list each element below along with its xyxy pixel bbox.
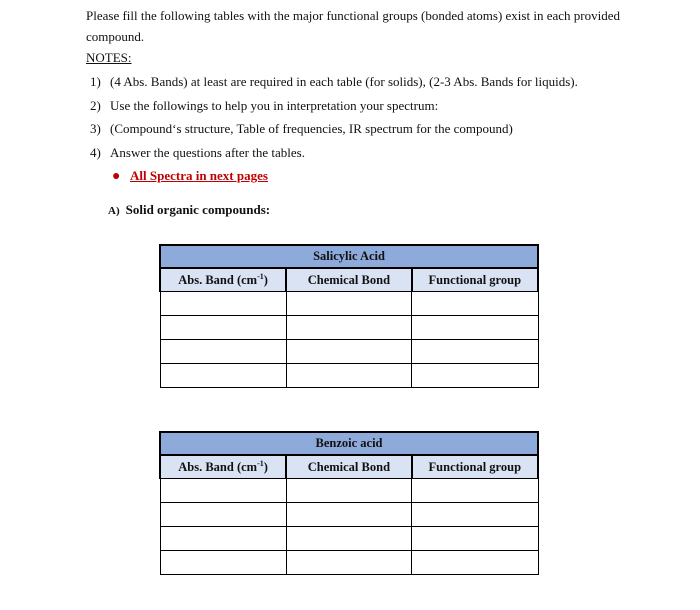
functional-group-cell[interactable] (412, 316, 538, 340)
functional-group-cell[interactable] (412, 479, 538, 503)
chemical-bond-cell[interactable] (286, 479, 411, 503)
benzoic-acid-table (159, 431, 539, 575)
table-row (160, 479, 538, 503)
table-title: Benzoic acid (160, 432, 538, 455)
functional-group-cell[interactable] (412, 551, 538, 575)
note-text: (Compound‘s structure, Table of frequencies, IR spectrum for the compound) (110, 121, 513, 136)
note-3 (90, 121, 513, 137)
functional-group-cell[interactable] (412, 503, 538, 527)
note-number: 4) (90, 145, 101, 160)
note-number: 2) (90, 98, 101, 113)
bullet-icon: ● (112, 169, 121, 184)
note-2 (90, 98, 438, 114)
header-functional-group: Functional group (412, 455, 538, 479)
abs-band-cell[interactable] (160, 340, 286, 364)
table-row (160, 340, 538, 364)
header-chemical-bond: Chemical Bond (286, 268, 411, 292)
table-row (160, 527, 538, 551)
table-row (160, 551, 538, 575)
abs-band-cell[interactable] (160, 551, 286, 575)
intro-paragraph: Please fill the following tables with the major functional groups (bonded atoms) exist in each provided compound. (86, 8, 620, 44)
chemical-bond-cell[interactable] (286, 316, 411, 340)
functional-group-cell[interactable] (412, 292, 538, 316)
chemical-bond-cell[interactable] (286, 364, 411, 388)
chemical-bond-cell[interactable] (286, 292, 411, 316)
header-functional-group: Functional group (412, 268, 538, 292)
table-row (160, 364, 538, 388)
chemical-bond-cell[interactable] (286, 503, 411, 527)
note-1 (90, 74, 578, 90)
abs-band-cell[interactable] (160, 292, 286, 316)
abs-band-cell[interactable] (160, 364, 286, 388)
abs-band-cell[interactable] (160, 316, 286, 340)
table-title: Salicylic Acid (160, 245, 538, 268)
note-text: (4 Abs. Bands) at least are required in each table (for solids), (2-3 Abs. Bands for liquids). (110, 74, 578, 89)
note-number: 1) (90, 74, 101, 89)
table-row (160, 503, 538, 527)
abs-band-cell[interactable] (160, 527, 286, 551)
header-abs-band: Abs. Band $(cm^{-1})$ (160, 455, 286, 479)
chemical-bond-cell[interactable] (286, 527, 411, 551)
section-heading (108, 202, 270, 218)
section-title: Solid organic compounds: (125, 202, 271, 217)
functional-group-cell[interactable] (412, 340, 538, 364)
abs-band-cell[interactable] (160, 479, 286, 503)
section-letter: A) (108, 205, 120, 217)
note-text: Answer the questions after the tables. (110, 145, 305, 160)
functional-group-cell[interactable] (412, 527, 538, 551)
abs-band-cell[interactable] (160, 503, 286, 527)
note-text: Use the followings to help you in interpretation your spectrum: (110, 98, 439, 113)
spectra-bullet (112, 168, 268, 185)
note-4 (90, 145, 305, 161)
table-row (160, 316, 538, 340)
notes-heading: NOTES: (86, 50, 132, 65)
salicylic-acid-table (159, 244, 539, 388)
header-abs-band: Abs. Band $(cm^{-1})$ (160, 268, 286, 292)
chemical-bond-cell[interactable] (286, 340, 411, 364)
spectra-link[interactable]: All Spectra in next pages (130, 168, 268, 183)
note-number: 3) (90, 121, 101, 136)
functional-group-cell[interactable] (412, 364, 538, 388)
table-row (160, 292, 538, 316)
chemical-bond-cell[interactable] (286, 551, 411, 575)
header-chemical-bond: Chemical Bond (286, 455, 411, 479)
